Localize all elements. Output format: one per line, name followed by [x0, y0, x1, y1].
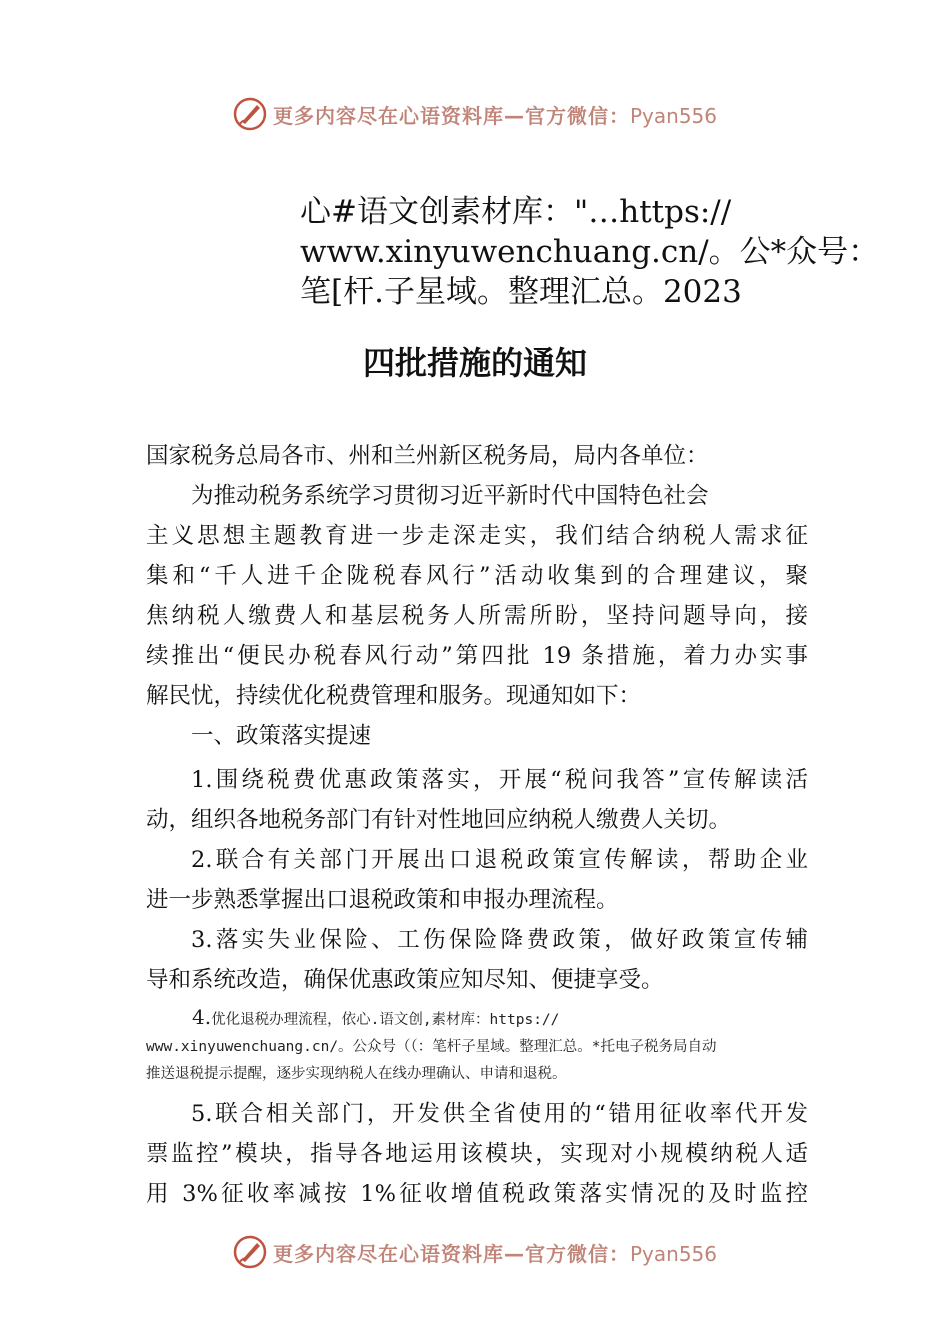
- item-1-line: 动，组织各地税务部门有针对性地回应纳税人缴费人关切。: [146, 807, 732, 833]
- banner-text: 更多内容尽在心语资料库—官方微信：Pyan556: [272, 103, 717, 128]
- intro-line: 解民忧，持续优化税费管理和服务。现通知如下：: [146, 683, 642, 709]
- item-3-line: 3.落实失业保险、工伤保险降费政策，做好政策宣传辅: [191, 927, 808, 953]
- item-4-line: 优化退税办理流程，依心.语文创,素材库：https://: [211, 1012, 560, 1028]
- item-3-line: 导和系统改造，确保优惠政策应知尽知、便捷享受。: [146, 967, 664, 993]
- item-2-line: 2.联合有关部门开展出口退税政策宣传解读，帮助企业: [191, 847, 808, 873]
- item-1-line: 1.围绕税费优惠政策落实，开展“税问我答”宣传解读活: [191, 767, 808, 793]
- addressee: 国家税务总局各市、州和兰州新区税务局，局内各单位：: [146, 443, 709, 469]
- intro-paragraph: [146, 476, 808, 716]
- intro-line: 续推出“便民办税春风行动”第四批 19 条措施，着力办实事: [146, 643, 808, 669]
- item-5-line: 用 3%征收率减按 1%征收增值税政策落实情况的及时监控: [146, 1181, 808, 1207]
- item-3: [146, 920, 808, 1000]
- item-4-line: www.xinyuwenchuang.cn/。公众号（（：笔杆子星域。整理汇总。*托电子税务局自动: [146, 1039, 717, 1055]
- pen-logo-icon: [233, 1235, 267, 1269]
- intro-line: 主义思想主题教育进一步走深走实，我们结合纳税人需求征: [146, 523, 808, 549]
- banner-wechat-id: Pyan556: [629, 103, 717, 128]
- footer-banner: [0, 1232, 950, 1272]
- section-heading-1: 一、政策落实提速: [191, 723, 372, 749]
- header-line-3: 笔[杆.子星域。整理汇总。2023: [300, 274, 742, 310]
- intro-line: 焦纳税人缴费人和基层税务人所需所盼，坚持问题导向，接: [146, 603, 808, 629]
- header-line-1: 心#语文创素材库："…https://: [300, 194, 732, 230]
- intro-line: 为推动税务系统学习贯彻习近平新时代中国特色社会: [191, 483, 709, 509]
- item-2: [146, 840, 808, 920]
- header-notice-block: [300, 192, 880, 312]
- banner-text: 更多内容尽在心语资料库—官方微信：Pyan556: [272, 1241, 717, 1266]
- document-body: [146, 436, 808, 1214]
- document-title: 四批措施的通知: [362, 344, 587, 382]
- item-2-line: 进一步熟悉掌握出口退税政策和申报办理流程。: [146, 887, 619, 913]
- banner-wechat-id: Pyan556: [629, 1241, 717, 1266]
- item-5-line: 5.联合相关部门，开发供全省使用的“错用征收率代开发: [191, 1101, 808, 1127]
- item-4: [146, 1004, 808, 1088]
- item-4-line: 推送退税提示提醒，逐步实现纳税人在线办理确认、申请和退税。: [146, 1066, 567, 1082]
- item-1: [146, 760, 808, 840]
- item-4-number: 4.: [192, 1005, 212, 1029]
- pen-logo-icon: [233, 97, 267, 131]
- header-line-2: www.xinyuwenchuang.cn/。公*众号：: [300, 234, 880, 270]
- header-banner: [0, 94, 950, 134]
- item-5: [146, 1094, 808, 1214]
- intro-line: 集和“千人进千企陇税春风行”活动收集到的合理建议，聚: [146, 563, 808, 589]
- item-5-line: 票监控”模块，指导各地运用该模块，实现对小规模纳税人适: [146, 1141, 808, 1167]
